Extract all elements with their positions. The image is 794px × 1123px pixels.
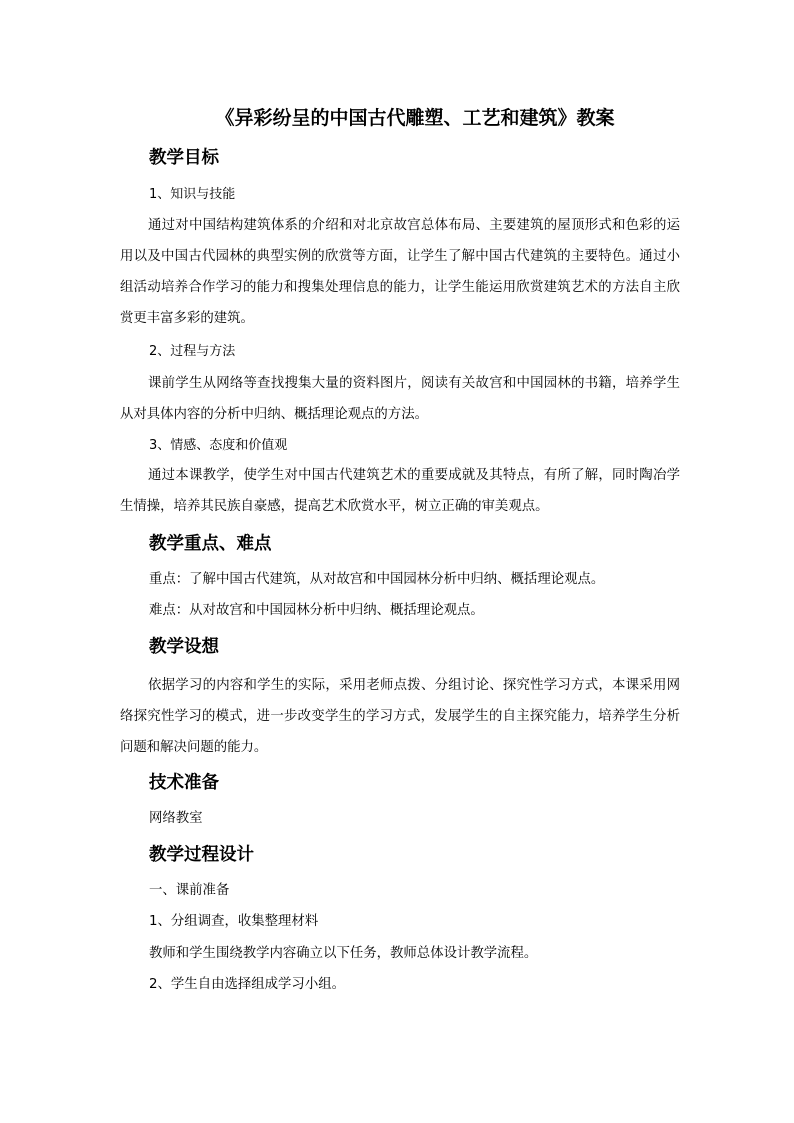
difficult-point-text: 难点：从对故宫和中国园林分析中归纳、概括理论观点。 <box>149 603 484 618</box>
heading-teaching-process: 教学过程设计 <box>149 845 254 865</box>
process-step-1-label: 1、分组调查，收集整理材料 <box>149 914 319 929</box>
goal-3-text: 通过本课教学，使学生对中国古代建筑艺术的重要成就及其特点，有所了解，同时陶冶学生情操，培养其民族自豪感，提高艺术欣赏水平，树立正确的审美观点。 <box>120 468 680 514</box>
tech-prep-text: 网络教室 <box>149 811 203 826</box>
key-point-text: 重点：了解中国古代建筑，从对故宫和中国园林分析中归纳、概括理论观点。 <box>149 572 605 587</box>
goal-1-text: 通过对中国结构建筑体系的介绍和对北京故宫总体布局、主要建筑的屋顶形式和色彩的运用以及中国古代园林的典型实例的欣赏等方面，让学生了解中国古代建筑的主要特色。通过小组活动培养合作学习的能力和搜集处理信息的能力，让学生能运用欣赏建筑艺术的方法自主欣赏更丰富多彩的建筑。 <box>120 218 680 326</box>
goal-3-label: 3、情感、态度和价值观 <box>149 438 288 453</box>
heading-key-difficult: 教学重点、难点 <box>149 534 272 554</box>
document-title: 《异彩纷呈的中国古代雕塑、工艺和建筑》教案 <box>215 107 615 129</box>
heading-tech-prep: 技术准备 <box>149 773 219 793</box>
goal-1-label: 1、知识与技能 <box>149 187 236 202</box>
goal-2-label: 2、过程与方法 <box>149 344 236 359</box>
teaching-idea-text: 依据学习的内容和学生的实际，采用老师点拨、分组讨论、探究性学习方式，本课采用网络探究性学习的模式，进一步改变学生的学习方式，发展学生的自主探究能力，培养学生分析问题和解决问题的能力。 <box>120 678 680 755</box>
process-part-1-label: 一、课前准备 <box>149 883 230 898</box>
process-step-2-label: 2、学生自由选择组成学习小组。 <box>149 977 345 992</box>
goal-2-text: 课前学生从网络等查找搜集大量的资料图片，阅读有关故宫和中国园林的书籍，培养学生从对具体内容的分析中归纳、概括理论观点的方法。 <box>120 376 680 422</box>
heading-teaching-goals: 教学目标 <box>149 148 219 168</box>
process-step-1-text: 教师和学生围绕教学内容确立以下任务，教师总体设计教学流程。 <box>149 946 538 961</box>
heading-teaching-idea: 教学设想 <box>149 637 219 657</box>
